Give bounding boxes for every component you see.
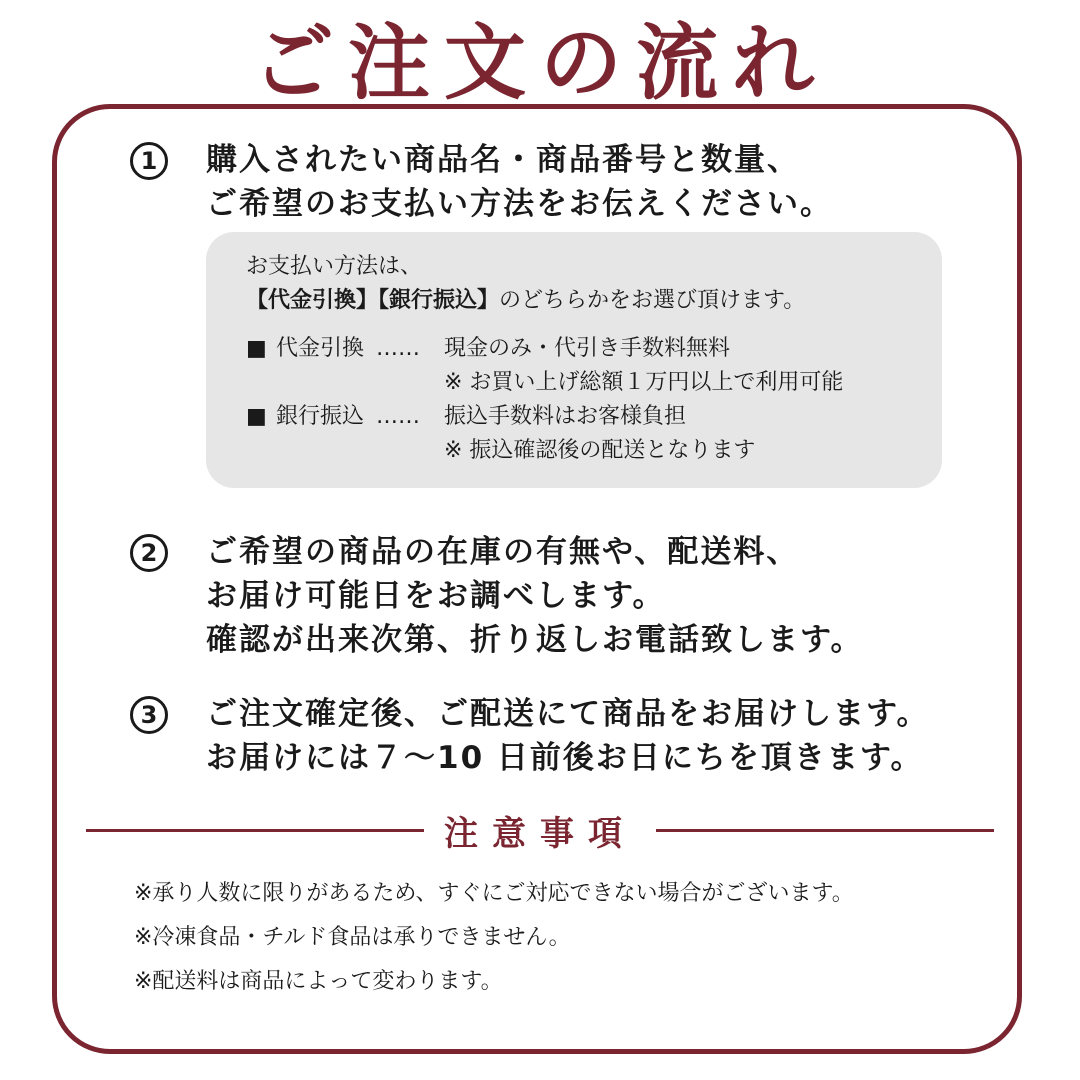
notes-title: 注意事項	[444, 813, 636, 854]
step-line: ご希望のお支払い方法をお伝えください。	[206, 186, 833, 222]
payment-note-row	[246, 434, 942, 468]
divider-left	[86, 829, 424, 832]
notes-list	[134, 872, 854, 1004]
step-number-badge: 1	[130, 142, 168, 180]
payment-row-cod	[246, 332, 942, 366]
payment-option-bank: 【銀行振込】	[378, 288, 500, 313]
divider-right	[656, 829, 994, 832]
payment-choose-text: のどちらかをお選び頂けます。	[499, 288, 806, 313]
payment-dots: ……	[376, 336, 420, 361]
step-number-badge: 3	[130, 696, 168, 734]
notes-header	[86, 800, 994, 860]
step-text	[206, 530, 864, 662]
step-line: お届けには７～10 日前後お日にちを頂きます。	[206, 740, 924, 776]
payment-name: 代金引換	[276, 336, 365, 361]
payment-list	[246, 332, 942, 468]
payment-option-cod: 【代金引換】	[246, 288, 379, 313]
step-3	[130, 692, 930, 780]
payment-dots: ……	[376, 404, 420, 429]
step-2	[130, 530, 864, 662]
step-line: 購入されたい商品名・商品番号と数量、	[206, 142, 800, 178]
payment-options-line	[246, 284, 942, 318]
payment-note-row	[246, 366, 942, 400]
step-line: 確認が出来次第、折り返しお電話致します。	[206, 622, 864, 658]
payment-name: 銀行振込	[276, 404, 365, 429]
step-line: ご希望の商品の在庫の有無や、配送料、	[206, 534, 800, 570]
step-text	[206, 138, 833, 226]
step-line: お届け可能日をお調べします。	[206, 578, 666, 614]
step-text	[206, 692, 930, 780]
square-bullet-icon: ■	[246, 404, 267, 429]
step-number-badge: 2	[130, 534, 168, 572]
note-item: ※配送料は商品によって変わります。	[134, 969, 503, 994]
payment-info-box	[206, 232, 942, 488]
square-bullet-icon: ■	[246, 336, 267, 361]
payment-intro: お支払い方法は、	[246, 254, 423, 279]
payment-desc: 現金のみ・代引き手数料無料	[444, 336, 731, 361]
step-line: ご注文確定後、ご配送にて商品をお届けします。	[206, 696, 930, 732]
page-title: ご注文の流れ	[251, 16, 828, 111]
payment-note: ※ 振込確認後の配送となります	[444, 438, 756, 463]
payment-row-bank	[246, 400, 942, 434]
note-item: ※冷凍食品・チルド食品は承りできません。	[134, 925, 571, 950]
payment-desc: 振込手数料はお客様負担	[444, 404, 687, 429]
note-item: ※承り人数に限りがあるため、すぐにご対応できない場合がございます。	[134, 881, 854, 906]
step-1	[130, 138, 833, 226]
payment-note: ※ お買い上げ総額１万円以上で利用可能	[444, 370, 844, 395]
